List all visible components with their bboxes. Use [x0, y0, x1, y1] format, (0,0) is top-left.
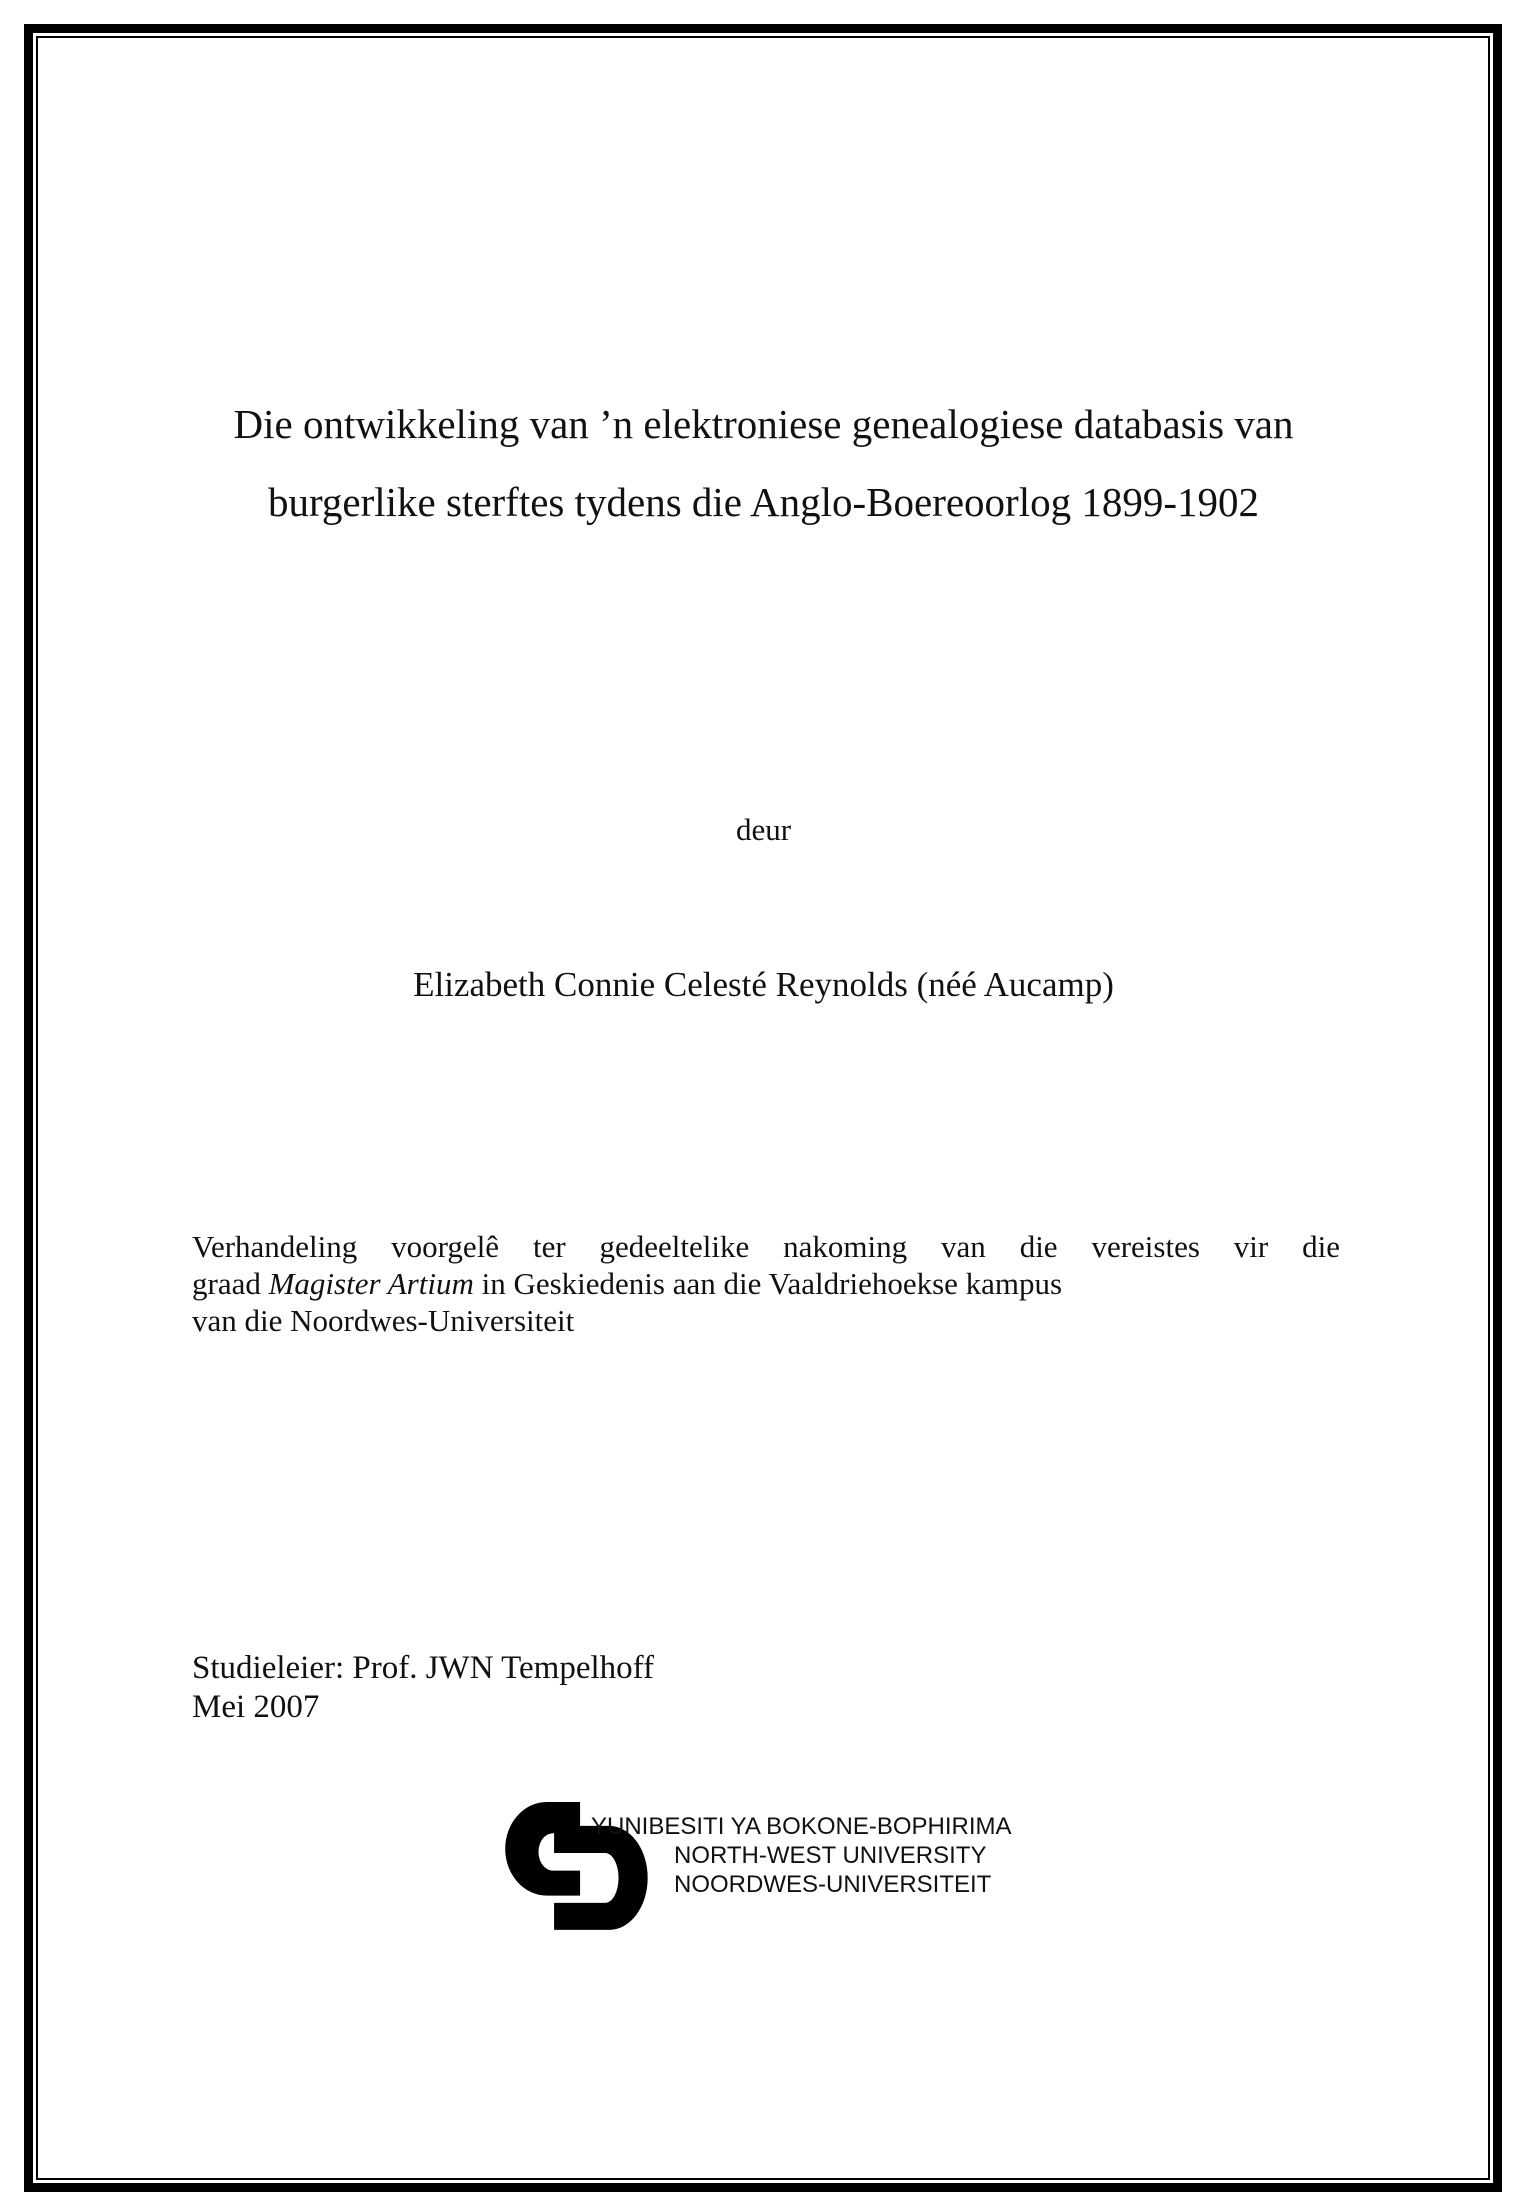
university-name — [591, 1812, 1012, 1899]
statement-text: graad — [192, 1266, 269, 1301]
statement-line-2 — [192, 1266, 1062, 1301]
author-name: Elizabeth Connie Celesté Reynolds (néé Aucamp) — [413, 965, 1114, 1004]
degree-name: Magister Artium — [268, 1266, 474, 1301]
statement-line-1: Verhandeling voorgelê ter gedeeltelike nakoming van die vereistes vir die — [192, 1229, 1340, 1264]
logo-line-1: YUNIBESITI YA BOKONE-BOPHIRIMA — [591, 1813, 1012, 1840]
supervisor: Studieleier: Prof. JWN Tempelhoff — [192, 1650, 655, 1686]
by-label: deur — [735, 812, 792, 847]
statement-text: in Geskiedenis aan die Vaaldriehoekse kampus — [473, 1266, 1063, 1301]
title-line-1: Die ontwikkeling van ’n elektroniese genealogiese databasis van — [233, 401, 1294, 447]
degree-statement — [192, 1228, 1340, 1339]
logo-line-3: NOORDWES-UNIVERSITEIT — [674, 1871, 992, 1898]
logo-line-2: NORTH-WEST UNIVERSITY — [674, 1842, 987, 1869]
date: Mei 2007 — [192, 1689, 320, 1725]
statement-line-3: van die Noordwes-Universiteit — [192, 1303, 575, 1338]
title-line-2: burgerlike sterftes tydens die Anglo-Boereoorlog 1899-1902 — [267, 479, 1259, 525]
